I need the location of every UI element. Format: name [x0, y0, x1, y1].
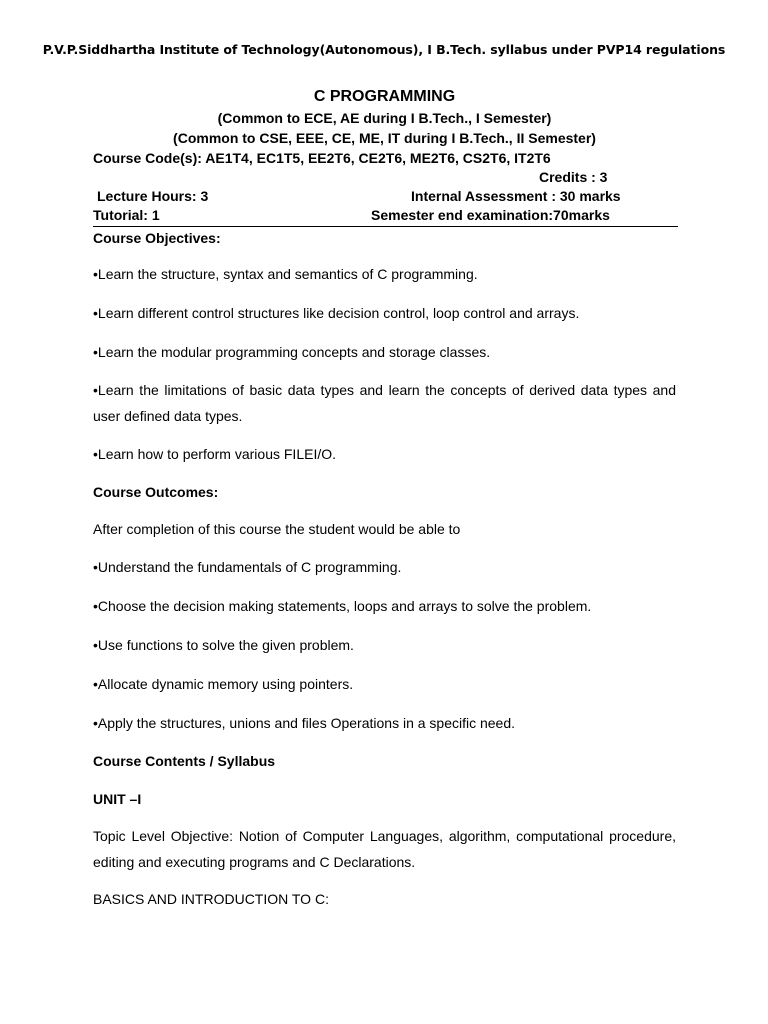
- tutorial-row: [93, 206, 676, 225]
- hours-row: [93, 187, 676, 206]
- topic-level-objective: Topic Level Objective: Notion of Computer Languages, algorithm, computational procedure, editing and executing programs and C Declarations.: [93, 828, 676, 870]
- common-to-line-1: (Common to ECE, AE during I B.Tech., I Semester): [217, 110, 552, 126]
- running-header: P.V.P.Siddhartha Institute of Technology(Autonomous), I B.Tech. syllabus under PVP14 regulations: [42, 42, 726, 57]
- contents-heading: Course Contents / Syllabus: [93, 753, 276, 769]
- outcome-item: •Apply the structures, unions and files Operations in a specific need.: [93, 715, 516, 731]
- lecture-hours: Lecture Hours: 3: [97, 188, 209, 204]
- unit-heading: UNIT –I: [93, 791, 142, 807]
- outcomes-intro: After completion of this course the student would be able to: [93, 521, 461, 537]
- basics-heading: BASICS AND INTRODUCTION TO C:: [93, 891, 329, 907]
- course-title: C PROGRAMMING: [313, 88, 456, 105]
- outcomes-heading: Course Outcomes:: [93, 484, 219, 500]
- outcome-item: •Allocate dynamic memory using pointers.: [93, 676, 354, 692]
- document-body: [93, 86, 676, 912]
- objective-item: •Learn different control structures like decision control, loop control and arrays.: [93, 305, 580, 321]
- objective-item: •Learn the modular programming concepts and storage classes.: [93, 344, 491, 360]
- outcome-item: •Choose the decision making statements, loops and arrays to solve the problem.: [93, 598, 592, 614]
- semester-end-exam: Semester end examination:70marks: [371, 207, 610, 223]
- common-to-line-2: (Common to CSE, EEE, CE, ME, IT during I B.Tech., II Semester): [173, 130, 596, 146]
- internal-assessment: Internal Assessment : 30 marks: [411, 188, 621, 204]
- objective-item: •Learn how to perform various FILEI/O.: [93, 446, 337, 462]
- objectives-heading: Course Objectives:: [93, 230, 221, 246]
- tutorial: Tutorial: 1: [93, 207, 160, 223]
- objective-item: •Learn the structure, syntax and semantics of C programming.: [93, 266, 478, 282]
- divider: [93, 226, 678, 227]
- credits: Credits : 3: [539, 169, 608, 185]
- course-codes: Course Code(s): AE1T4, EC1T5, EE2T6, CE2T6, ME2T6, CS2T6, IT2T6: [93, 150, 551, 166]
- outcome-item: •Use functions to solve the given problem.: [93, 637, 354, 653]
- objective-item: •Learn the limitations of basic data types and learn the concepts of derived data types and user defined data types.: [93, 382, 676, 424]
- outcome-item: •Understand the fundamentals of C programming.: [93, 559, 402, 575]
